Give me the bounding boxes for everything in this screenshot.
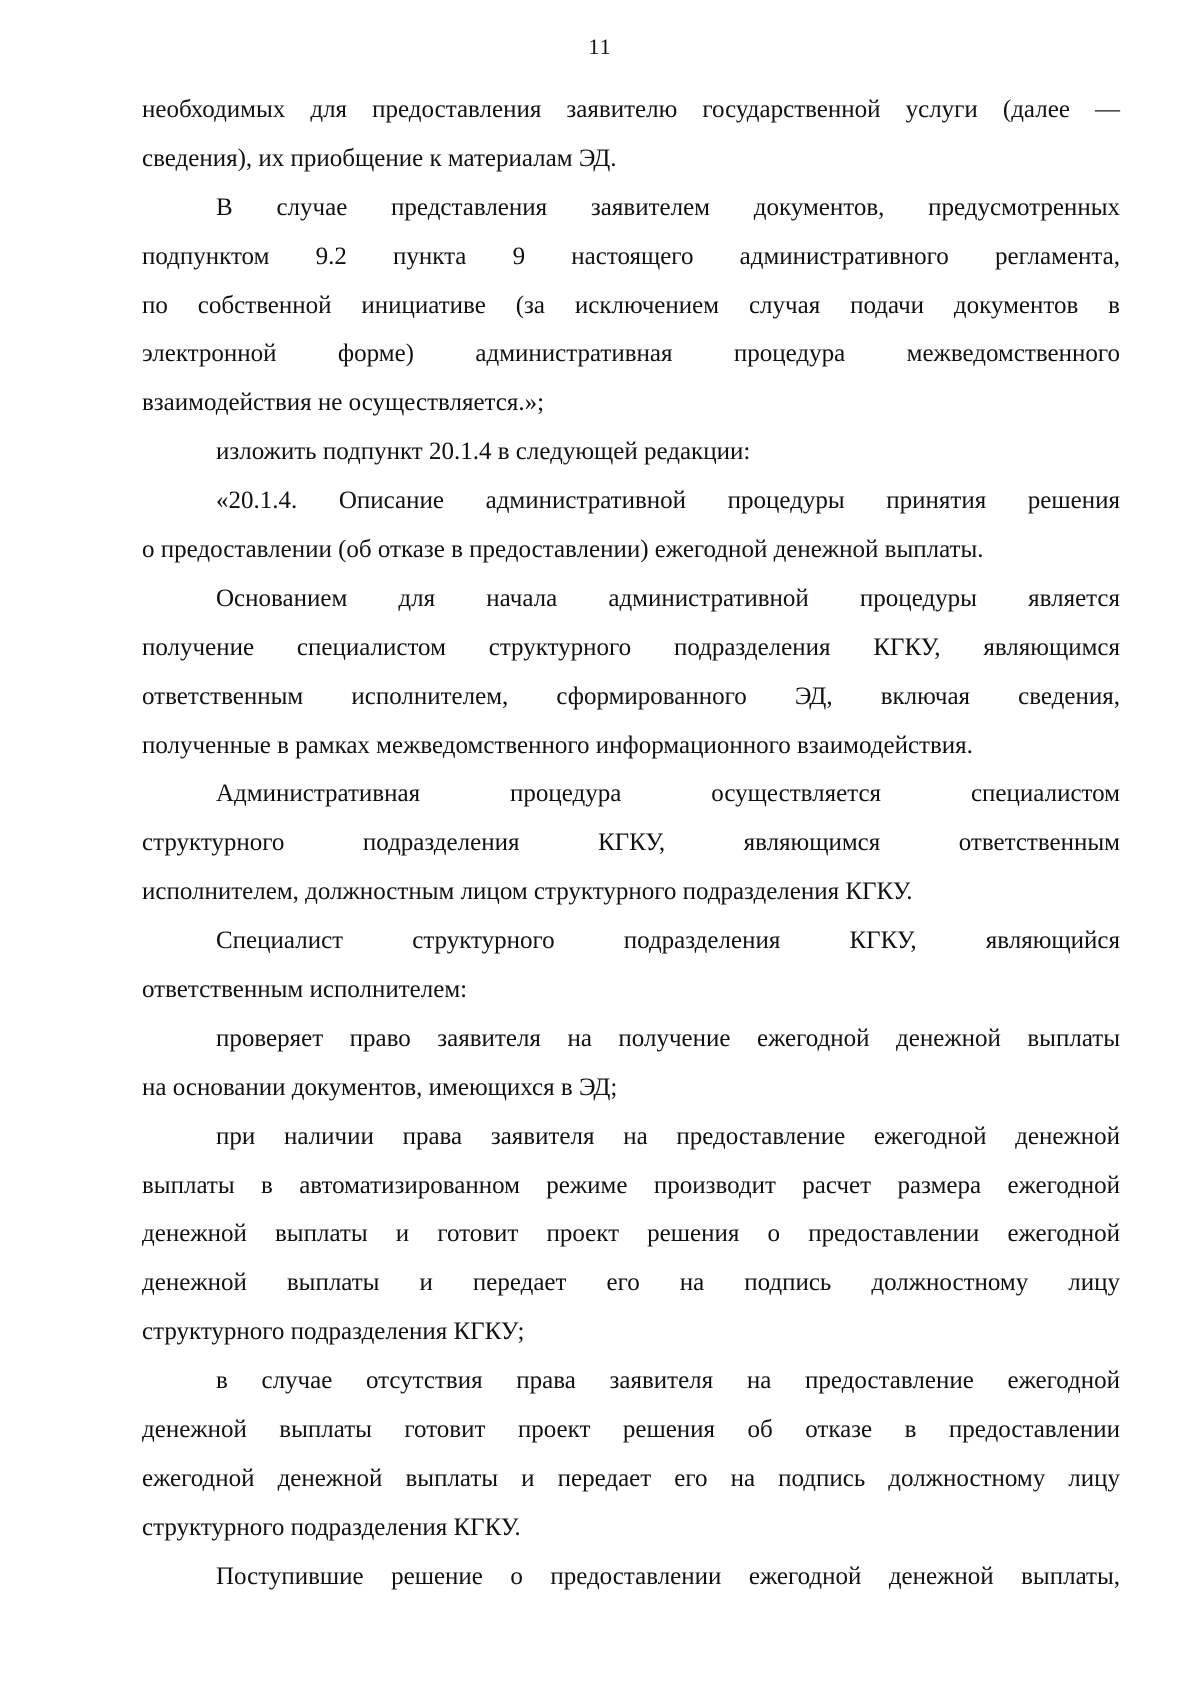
text-line: при наличии права заявителя на предоставление ежегодной денежной [216, 1122, 1120, 1150]
text-line: денежной выплаты готовит проект решения об отказе в предоставлении [142, 1416, 1120, 1444]
text-line: на основании документов, имеющихся в ЭД; [142, 1073, 618, 1101]
text-line: денежной выплаты и передает его на подпись должностному лицу [142, 1269, 1120, 1297]
page-number: 11 [588, 34, 612, 59]
text-line: структурного подразделения КГКУ. [142, 1513, 521, 1541]
text-line: получение специалистом структурного подразделения КГКУ, являющимся [142, 633, 1120, 661]
text-line: исполнителем, должностным лицом структурного подразделения КГКУ. [142, 878, 913, 906]
text-line: сведения), их приобщение к материалам ЭД. [142, 144, 617, 172]
text-line: Поступившие решение о предоставлении ежегодной денежной выплаты, [216, 1562, 1120, 1590]
text-line: полученные в рамках межведомственного информационного взаимодействия. [142, 731, 973, 759]
text-line: Специалист структурного подразделения КГКУ, являющийся [216, 927, 1120, 955]
text-line: взаимодействия не осуществляется.»; [142, 389, 545, 417]
text-line: Основанием для начала административной процедуры является [216, 584, 1120, 612]
text-line: по собственной инициативе (за исключением случая подачи документов в [142, 291, 1120, 319]
document-body [142, 86, 1120, 1602]
text-line: Административная процедура осуществляется специалистом [216, 780, 1120, 808]
text-line: ответственным исполнителем, сформированного ЭД, включая сведения, [142, 682, 1120, 710]
text-line: электронной форме) административная процедура межведомственного [142, 340, 1120, 368]
text-line: «20.1.4. Описание административной процедуры принятия решения [216, 487, 1120, 515]
text-line: В случае представления заявителем документов, предусмотренных [216, 193, 1120, 221]
text-line: структурного подразделения КГКУ; [142, 1318, 525, 1346]
text-line: денежной выплаты и готовит проект решения о предоставлении ежегодной [142, 1220, 1120, 1248]
text-line: изложить подпункт 20.1.4 в следующей редакции: [216, 438, 751, 466]
text-line: проверяет право заявителя на получение ежегодной денежной выплаты [216, 1024, 1120, 1052]
text-line: структурного подразделения КГКУ, являющимся ответственным [142, 829, 1120, 857]
text-line: ответственным исполнителем: [142, 976, 468, 1004]
text-line: в случае отсутствия права заявителя на предоставление ежегодной [216, 1367, 1120, 1395]
text-line: необходимых для предоставления заявителю государственной услуги (далее — [142, 96, 1120, 123]
text-line: о предоставлении (об отказе в предоставлении) ежегодной денежной выплаты. [142, 536, 984, 564]
text-line: выплаты в автоматизированном режиме производит расчет размера ежегодной [142, 1171, 1120, 1199]
text-line: ежегодной денежной выплаты и передает его на подпись должностному лицу [142, 1464, 1120, 1492]
text-line: подпунктом 9.2 пункта 9 настоящего административного регламента, [142, 242, 1120, 270]
